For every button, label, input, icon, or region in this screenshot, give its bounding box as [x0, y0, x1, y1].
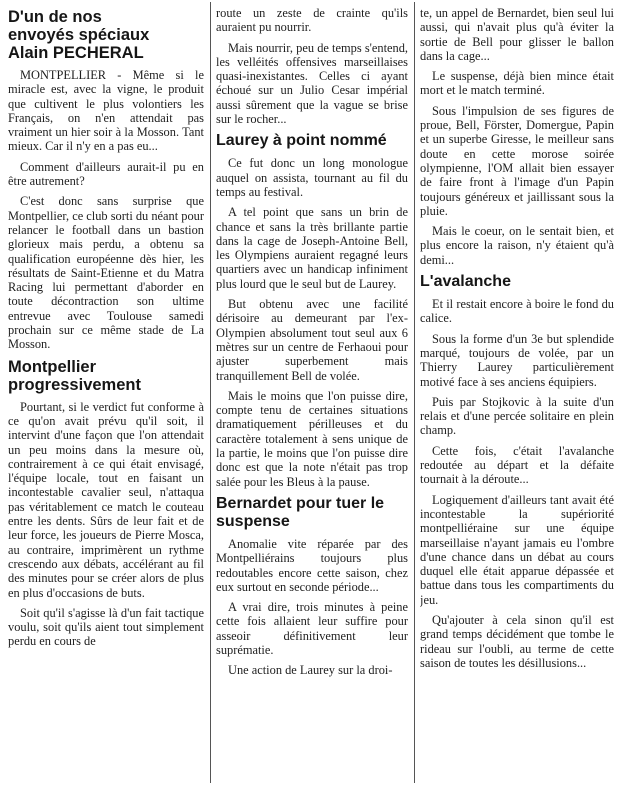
paragraph: Sous la forme d'un 3e but splendide marqué, toujours de volée, par un Thierry Laurey particulièrement motivé face à ses anciens équipiers. — [420, 331, 614, 389]
column-divider-2 — [414, 2, 415, 783]
paragraph: A tel point que sans un brin de chance et sans la très brillante partie dans la cage de Joseph-Antoine Bell, les Olympiens auraient regagné leurs quartiers avec un handicap infiniment plus lourd que le seul but de Laurey. — [216, 205, 408, 291]
paragraph: A vrai dire, trois minutes à peine cette fois allaient leur suffire pour asseoir définitivement leur suprématie. — [216, 600, 408, 657]
paragraph: Anomalie vite réparée par des Montpelliérains toujours plus redoutables encore cette saison, chez eux surtout en seconde période... — [216, 536, 408, 594]
paragraph: Et il restait encore à boire le fond du calice. — [420, 297, 614, 326]
paragraph: Le suspense, déjà bien mince était mort et le match terminé. — [420, 69, 614, 98]
byline-headline — [8, 8, 204, 62]
paragraph: Qu'ajouter à cela sinon qu'il est grand temps décidément que tombe le rideau sur l'oubli, au terme de cette saison de toutes les désillusions... — [420, 612, 614, 670]
paragraph: route un zeste de crainte qu'ils auraient pu nourrir. — [216, 6, 408, 35]
section-title: L'avalanche — [420, 273, 511, 291]
section-title: Montpellier progressivement — [8, 357, 141, 394]
paragraph: Mais le moins que l'on puisse dire, compte tenu de certaines situations dramatiquement périlleuses et du caractère totalement à sens unique de la partie, le moins que l'on puisse dire donc est que la note n'était pas trop salée pour les Bleus à la pause. — [216, 388, 408, 489]
column-2 — [216, 6, 408, 784]
paragraph: Mais nourrir, peu de temps s'entend, les velléités offensives marseillaises quasi-inexistantes. Celles ci ayant échoué sur un Julio Cesar impérial aussi sûrement que la vague se brise sur le rocher... — [216, 40, 408, 127]
paragraph: Une action de Laurey sur la droi- — [228, 663, 393, 678]
paragraph: Mais le coeur, on le sentait bien, et plus encore la raison, n'y étaient qu'à demi... — [420, 224, 614, 267]
section-title: Bernardet pour tuer le suspense — [216, 494, 385, 530]
paragraph: Comment d'ailleurs aurait-il pu en être autrement? — [8, 159, 204, 189]
headline-line-1: D'un de nos — [8, 8, 102, 26]
section-title: Laurey à point nommé — [216, 132, 387, 150]
paragraph: Sous l'impulsion de ses figures de proue, Bell, Förster, Domergue, Papin et un superbe Giresse, le meilleur sans doute en cette morose soirée olympienne, l'OM allait bien essayer de faire front à l'image d'un Papin toujours généreux et jaillissant sous la pluie. — [420, 103, 614, 218]
column-divider-1 — [210, 2, 211, 783]
paragraph: Pourtant, si le verdict fut conforme à ce qu'on avait prévu qu'il soit, il intervint d'une façon que l'on attendait un peu moins dans la mesure où, contrairement à ce qui était envisagé, l'équipe locale, tout en faisant un incontestable cavalier seul, n'attaqua pas véritablement ce match le couteau entre les dents. Sûrs de leur fait et de leur force, les joueurs de Pierre Mosca, au contraire, imprimèrent un rythme crescendo aux débats, accélérant au fil des minutes pour se créer alors de plus en plus d'occasions de buts. — [8, 399, 204, 600]
paragraph: te, un appel de Bernardet, bien seul lui aussi, qui n'avait plus qu'à éviter la sortie de Bell pour glisser le ballon dans la cage... — [420, 6, 614, 63]
paragraph: C'est donc sans surprise que Montpellier, ce club sorti du néant pour relancer le football dans un bastion glorieux mais perdu, a obtenu sa qualification européenne dès hier, les résultats de Saint-Etienne et du Matra Racing lui permettant d'aborder en toute décontraction son ultime entrevue avec Toulouse samedi prochain sur ce même stade de La Mosson. — [8, 194, 204, 352]
paragraph: MONTPELLIER - Même si le miracle est, avec la vigne, le produit que cultivent le plus volontiers les Français, on n'en attendait pas vraiment un hier soir à la Mosson. Tant mieux. Car il n'y en a pas eu... — [8, 68, 204, 154]
headline-line-3: Alain PECHERAL — [8, 44, 144, 62]
headline-line-2: envoyés spéciaux — [8, 26, 150, 44]
paragraph: Cette fois, c'était l'avalanche redoutée au départ et la défaite tournait à la déroute... — [420, 443, 614, 487]
column-3 — [420, 6, 614, 784]
paragraph: Logiquement d'ailleurs tant avait été incontestable la supériorité montpelliéraine sur une équipe marseillaise n'ayant jamais eu l'ombre d'une chance dans un débat au cours duquel elle était apparue dépassée et battue dans tous les compartiments du jeu. — [420, 492, 614, 607]
paragraph: Puis par Stojkovic à la suite d'un relais et d'une percée solitaire en plein champ. — [420, 394, 614, 438]
paragraph: But obtenu avec une facilité dérisoire au demeurant par l'ex-Olympien absolument tout seul aux 6 mètres sur un centre de Ferhaoui pour ajuster superbement mais tranquillement Bell de volée. — [216, 297, 408, 383]
paragraph: Ce fut donc un long monologue auquel on assista, tournant au fil du temps au festival. — [216, 156, 408, 199]
column-1 — [8, 6, 204, 784]
paragraph: Soit qu'il s'agisse là d'un fait tactique voulu, soit qu'ils aient tout simplement perdu en cours de — [8, 605, 204, 649]
